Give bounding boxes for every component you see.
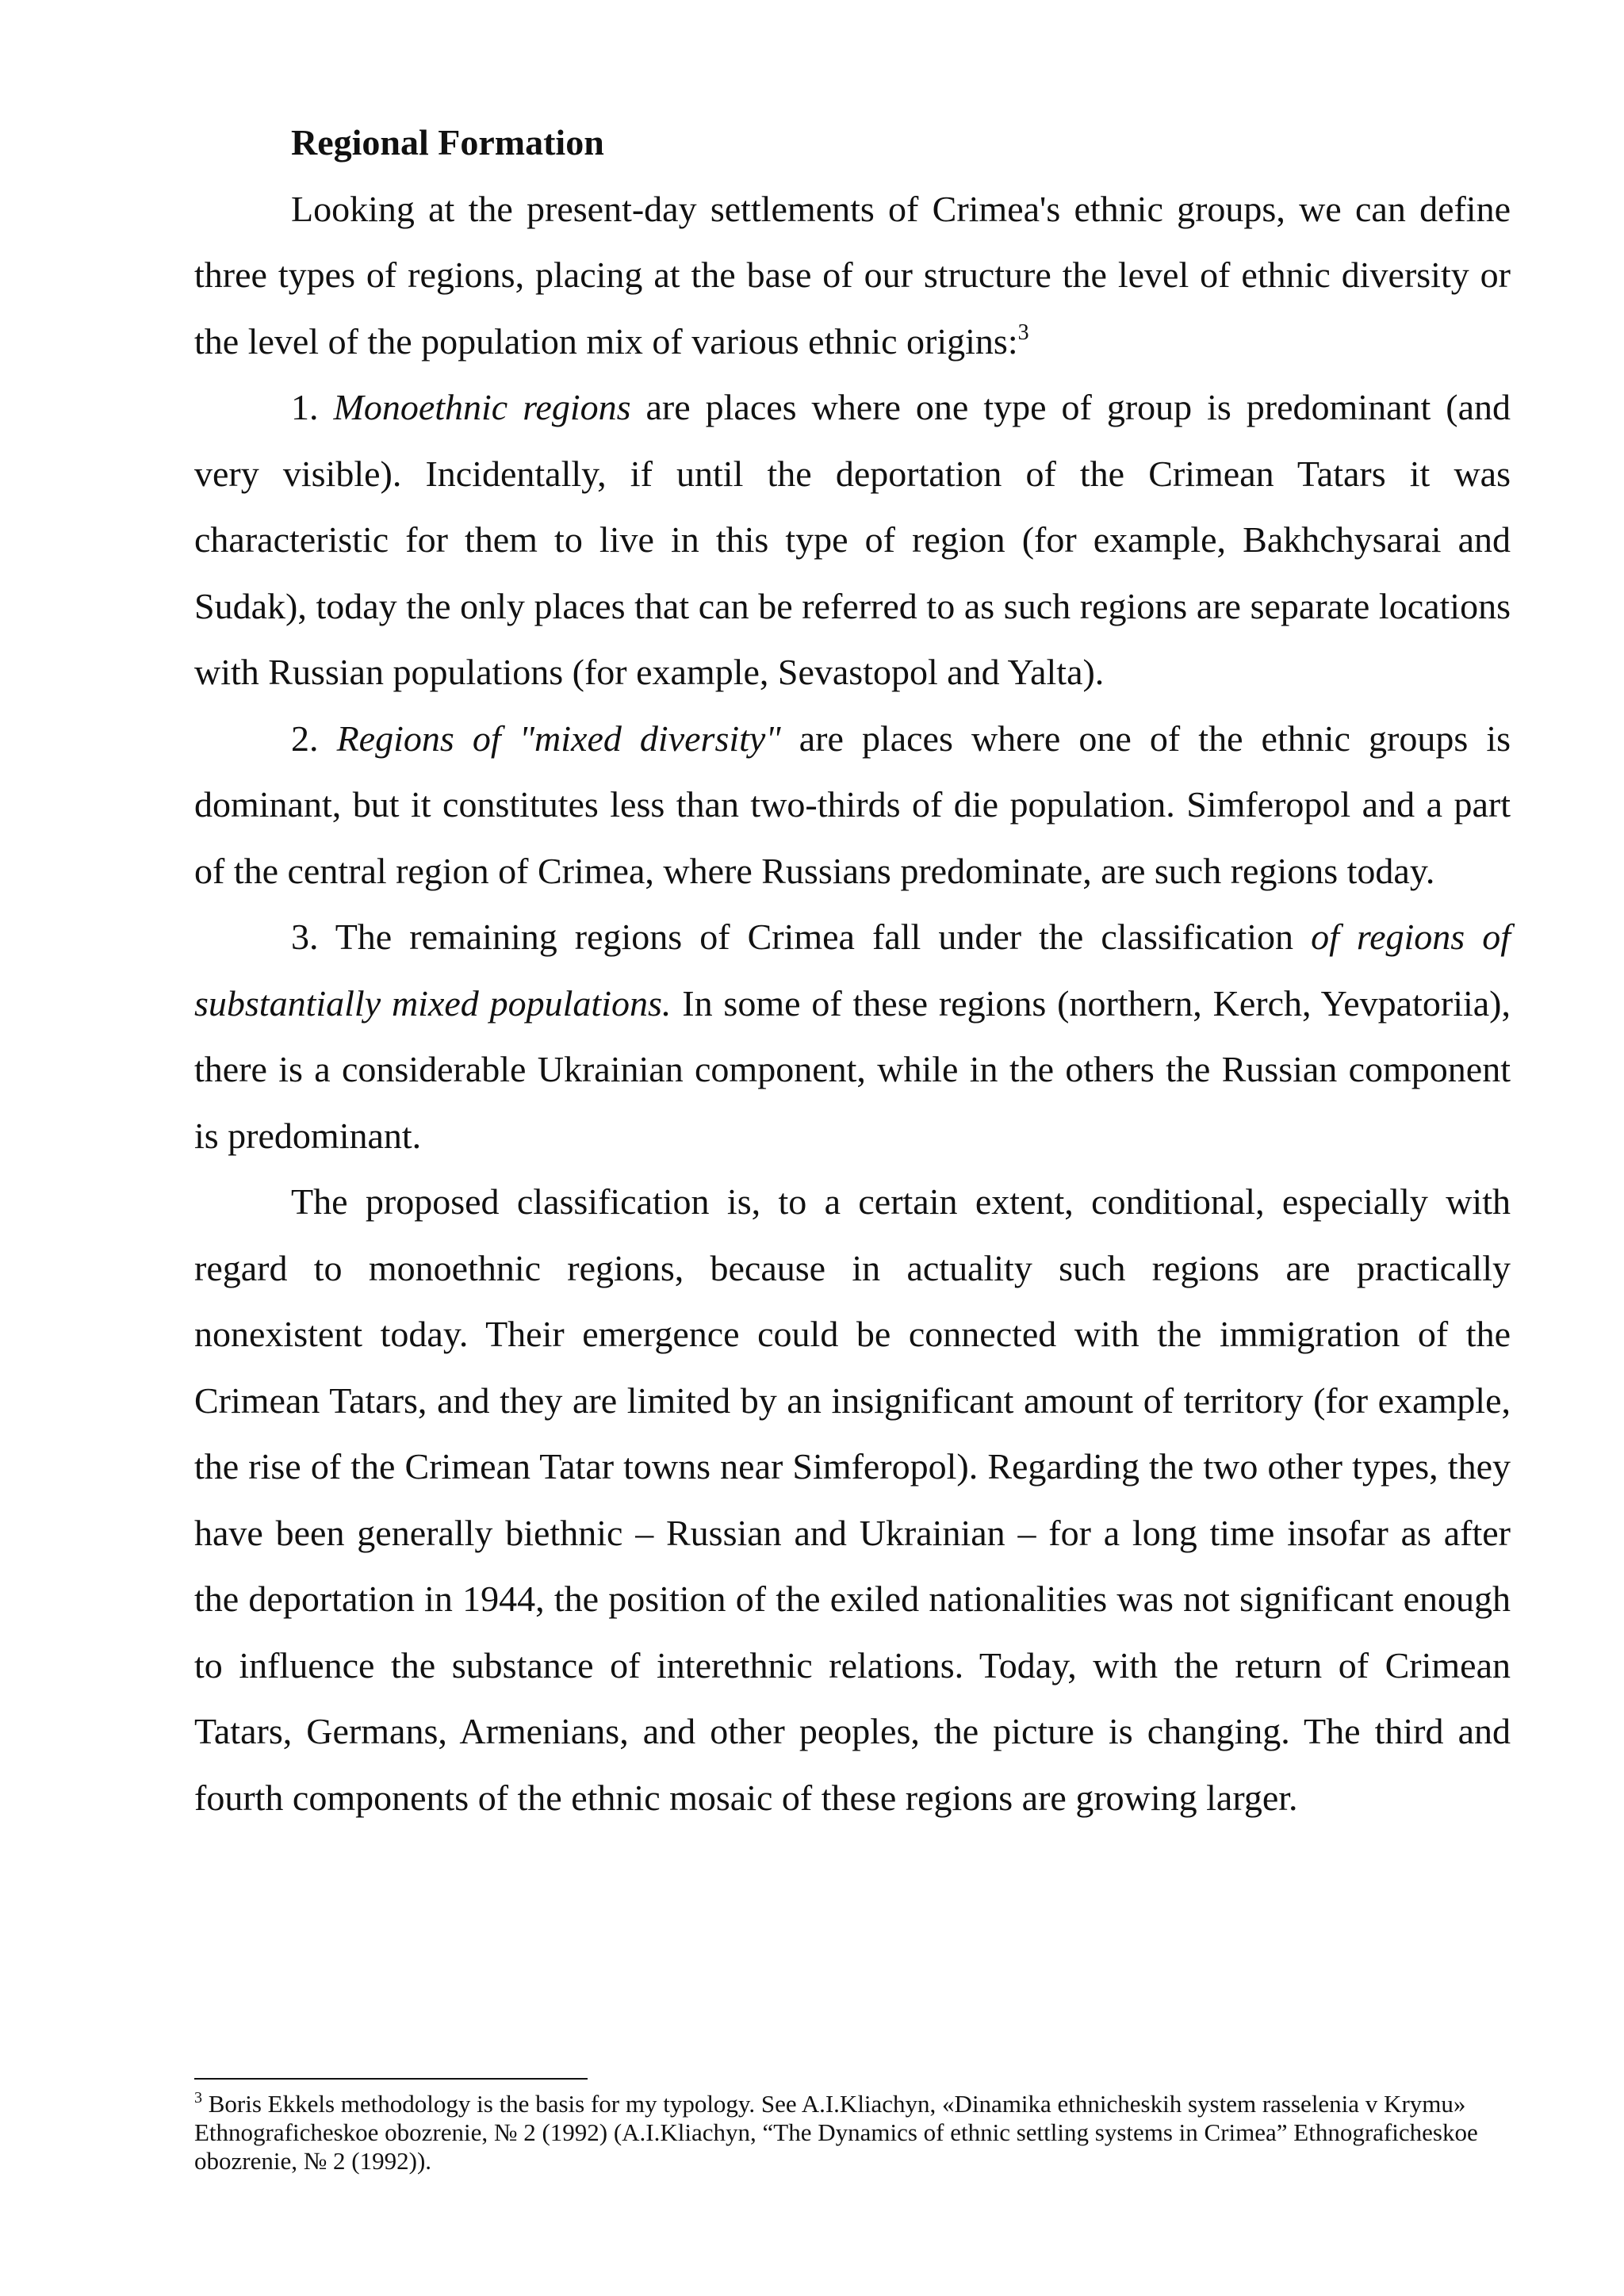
- paragraph-classification: The proposed classification is, to a certain extent, conditional, especially with regard to monoethnic regions, because in actuality such regions are practically nonexistent today. Their emergence could be connected with the immigration of the Crimean Tatars, and they are limited by an insignificant amount of territory (for example, the rise of the Crimean Tatar towns near Simferopol). Regarding the two other types, they have been generally biethnic – Russian and Ukrainian – for a long time insofar as after the deportation in 1944, the position of the exiled nationalities was not significant enough to influence the substance of interethnic relations. Today, with the return of Crimean Tatars, Germans, Armenians, and other peoples, the picture is changing. The third and fourth components of the ethnic mosaic of these regions are growing larger.: [194, 1181, 1511, 1818]
- paragraph-text: are places where one of the ethnic groups is dominant, but it constitutes less than two-thirds of die population. Simferopol and a part of the central region of Crimea, where Russians predominate, are such regions today.: [194, 718, 1511, 891]
- paragraph-text: In some of these regions (northern, Kerch, Yevpatoriia), there is a considerable Ukrainian component, while in the others the Russian component is predominant.: [194, 982, 1511, 1156]
- footnote-text: Boris Ekkels methodology is the basis for my typology. See A.I.Kliachyn, «Dinamika ethnicheskih system rasselenia v Krymu» Ethnograficheskoe obozrenie, № 2 (1992) (A.I.Kliachyn, “The Dynamics of ethnic settling systems in Crimea” Ethnograficheskoe obozrenie, № 2 (1992)).: [194, 2090, 1478, 2175]
- footnote-reference[interactable]: 3: [1017, 320, 1029, 345]
- footnote-marker: 3: [194, 2089, 202, 2107]
- paragraph-monoethnic: [194, 374, 1511, 706]
- paragraph-text: Looking at the present-day settlements of Crimea's ethnic groups, we can define three types of regions, placing at the base of our structure the level of ethnic diversity or the level of the population mix of various ethnic origins:: [194, 188, 1511, 362]
- list-number: 2.: [291, 718, 319, 759]
- footnote: [194, 2090, 1511, 2175]
- paragraph-mixed-diversity: [194, 706, 1511, 905]
- footnote-separator: [194, 2078, 588, 2080]
- term-emphasis: Monoethnic regions: [333, 387, 631, 427]
- term-emphasis: of regions of substantially mixed populations.: [194, 916, 1511, 1024]
- body-text: [194, 109, 1511, 1831]
- paragraph-text: 3. The remaining regions of Crimea fall under the classification: [291, 916, 1294, 957]
- paragraph-intro: [194, 176, 1511, 375]
- list-number: 1.: [291, 387, 319, 427]
- term-emphasis: Regions of "mixed diversity": [336, 718, 781, 759]
- paragraph-text: are places where one type of group is predominant (and very visible). Incidentally, if until the deportation of the Crimean Tatars it was characteristic for them to live in this type of region (for example, Bakhchysarai and Sudak), today the only places that can be referred to as such regions are separate locations with Russian populations (for example, Sevastopol and Yalta).: [194, 387, 1511, 692]
- paragraph-mixed-populations: [194, 904, 1511, 1169]
- section-heading: Regional Formation: [291, 122, 604, 163]
